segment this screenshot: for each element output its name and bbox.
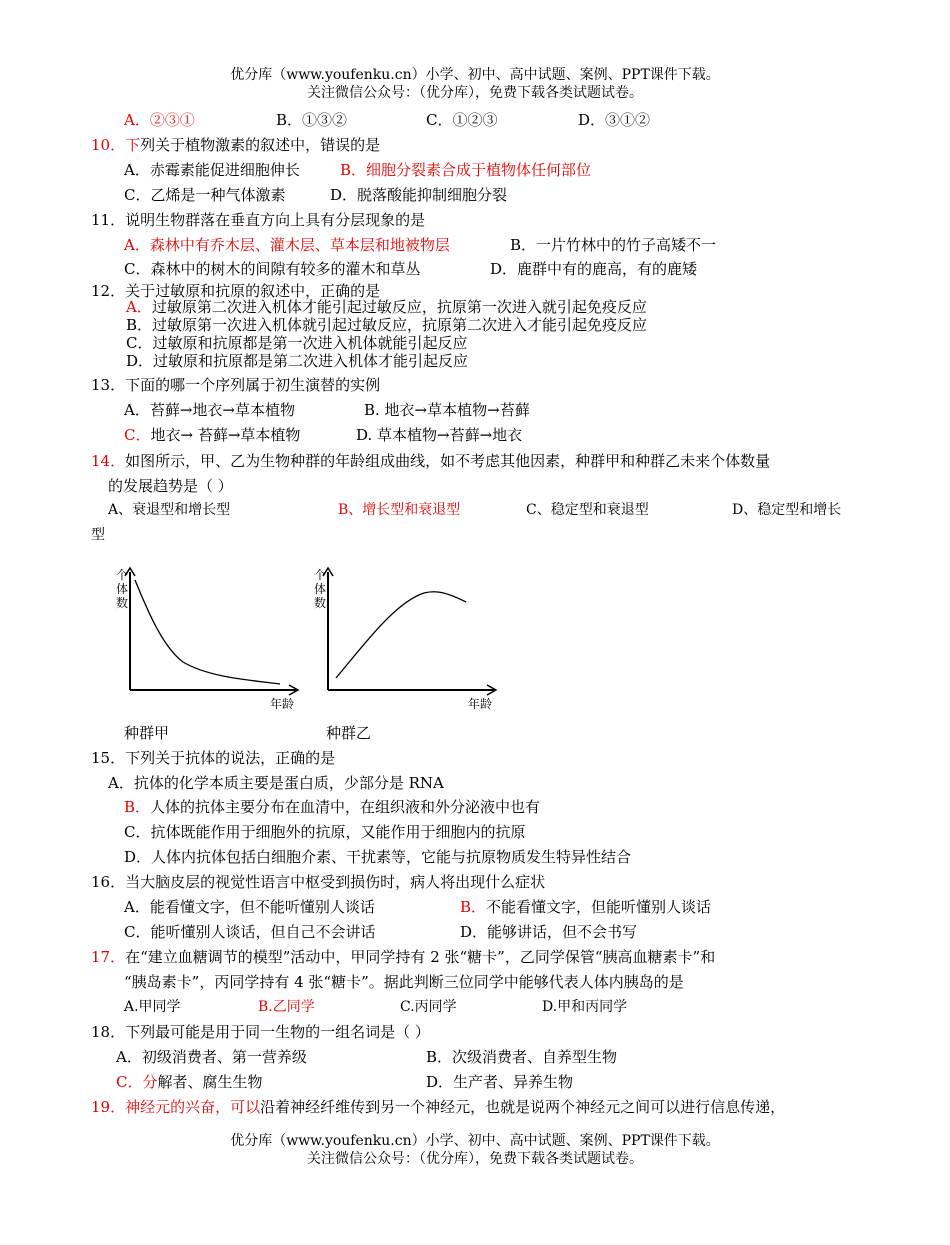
q9-option-d: D．③①② [578, 111, 651, 129]
y-label-char-2: 体 [314, 582, 327, 596]
q19-number: 19． [91, 1098, 126, 1116]
x-label: 年龄 [270, 697, 295, 711]
q15-option-b [124, 797, 540, 817]
q13-stem: 13．下面的哪一个序列属于初生演替的实例 [91, 376, 381, 394]
q11-option-d: D．鹿群中有的鹿高，有的鹿矮 [490, 260, 698, 278]
q18-option-c [116, 1072, 263, 1092]
x-label: 年龄 [468, 697, 493, 711]
y-label-char-3: 数 [314, 596, 327, 610]
q10-option-c: C．乙烯是一种气体激素 [124, 186, 286, 204]
q17-option-a: A.甲同学 [124, 999, 181, 1015]
q13-option-c-text: 地衣→ 苔藓→草本植物 [150, 426, 301, 444]
q15-stem: 15．下列关于抗体的说法，正确的是 [91, 749, 336, 767]
graph-population-yi [306, 562, 506, 720]
q18-option-c-text: 解者、腐生生物 [157, 1073, 263, 1091]
q13-option-b: B. 地衣→草本植物→苔藓 [364, 401, 530, 419]
y-label-char-1: 个 [314, 568, 327, 582]
y-label-char-3: 数 [116, 596, 129, 610]
q17-stem [91, 947, 715, 967]
q17-stem-line2: “胰岛素卡”，丙同学持有 4 张“糖卡”。据此判断三位同学中能够代表人体内胰岛的是 [124, 973, 684, 991]
graph-caption-jia: 种群甲 [124, 724, 170, 742]
q17-option-d: D.甲和丙同学 [542, 999, 628, 1015]
q15-option-c: C．抗体既能作用于细胞外的抗原，又能作用于细胞内的抗原 [124, 823, 526, 841]
q14-option-b: B、增长型和衰退型 [338, 502, 461, 518]
q19-stem-text: 沿着神经纤维传到另一个神经元，也就是说两个神经元之间可以进行信息传递， [260, 1098, 786, 1116]
q16-stem: 16．当大脑皮层的视觉性语言中枢受到损伤时，病人将出现什么症状 [91, 873, 546, 891]
q14-stem-text: 如图所示，甲、乙为生物种群的年龄组成曲线，如不考虑其他因素，种群甲和种群乙未来个体数量 [125, 452, 771, 470]
q17-number: 17． [91, 948, 126, 966]
q17-option-c: C.丙同学 [400, 999, 457, 1015]
q14-stem [91, 451, 770, 471]
q12-option-c: C．过敏原和抗原都是第一次进入机体就能引起反应 [126, 334, 468, 352]
q15-option-d: D．人体内抗体包括白细胞介素、干扰素等，它能与抗原物质发生特异性结合 [124, 848, 632, 866]
q12-option-a-text: 过敏原第二次进入机体才能引起过敏反应，抗原第一次进入就引起免疫反应 [151, 298, 647, 316]
q16-option-b [460, 897, 711, 917]
q11-option-a: A．森林中有乔木层、灌木层、草本层和地被物层 [124, 236, 450, 254]
q15-option-a: A．抗体的化学本质主要是蛋白质，少部分是 RNA [108, 774, 444, 792]
q10-first-char: 下 [125, 136, 141, 154]
q17-option-b: B.乙同学 [258, 999, 315, 1015]
q10-number: 10． [91, 136, 126, 154]
q18-stem: 18．下列最可能是用于同一生物的一组名词是（ ） [91, 1023, 430, 1041]
header-line-2: 关注微信公众号：（优分库），免费下载各类试题试卷。 [307, 85, 643, 101]
q13-option-a: A．苔藓→地衣→草本植物 [124, 401, 295, 419]
declining-curve [135, 580, 280, 684]
q12-option-a [126, 299, 647, 316]
q12-option-a-label: A． [126, 298, 152, 316]
y-label-char-1: 个 [116, 568, 129, 582]
q11-option-b: B．一片竹林中的竹子高矮不一 [510, 236, 717, 254]
q9-option-a: A．②③① [124, 111, 195, 129]
q18-option-a: A．初级消费者、第一营养级 [116, 1048, 307, 1066]
q14-stem-line2: 的发展趋势是（ ） [108, 477, 233, 495]
q10-option-d: D．脱落酸能抑制细胞分裂 [330, 186, 508, 204]
q14-option-c: C、稳定型和衰退型 [526, 502, 649, 518]
q9-option-b: B．①③② [276, 111, 348, 129]
q18-option-c-label: C．分 [116, 1073, 158, 1091]
q16-option-b-text: 不能看懂文字，但能听懂别人谈话 [486, 898, 712, 916]
q10-option-b: B．细胞分裂素合成于植物体任何部位 [340, 161, 592, 179]
q12-option-d: D．过敏原和抗原都是第二次进入机体才能引起反应 [126, 352, 469, 370]
q16-option-c: C．能听懂别人谈话，但自己不会讲话 [124, 923, 376, 941]
q14-option-d-wrap: 型 [91, 527, 105, 543]
q18-option-b: B．次级消费者、自养型生物 [426, 1048, 618, 1066]
footer-line-1: 优分库（www.youfenku.cn）小学、初中、高中试题、案例、PPT课件下载。 [230, 1133, 720, 1149]
q16-option-b-label: B． [460, 898, 487, 916]
q10-stem-text: 列关于植物激素的叙述中，错误的是 [140, 136, 381, 154]
q19-stem [91, 1097, 785, 1117]
q15-option-b-text: 人体的抗体主要分布在血清中，在组织液和外分泌液中也有 [150, 798, 541, 816]
q10-option-a: A．赤霉素能促进细胞伸长 [124, 161, 300, 179]
graph-caption-yi: 种群乙 [326, 724, 372, 742]
q15-option-b-label: B． [124, 798, 151, 816]
q13-option-d: D. 草本植物→苔藓→地衣 [356, 426, 523, 444]
q12-stem: 12．关于过敏原和抗原的叙述中，正确的是 [91, 282, 381, 300]
q10-stem [91, 135, 380, 155]
q16-option-d: D．能够讲话，但不会书写 [460, 923, 638, 941]
q14-option-d: D、稳定型和增长 [732, 502, 842, 518]
q13-option-c [124, 425, 300, 445]
q14-number: 14． [91, 452, 126, 470]
q12-option-b: B．过敏原第一次进入机体就引起过敏反应，抗原第二次进入才能引起免疫反应 [126, 316, 648, 334]
q14-option-a: A、衰退型和增长型 [108, 502, 231, 518]
q16-option-a: A．能看懂文字，但不能听懂别人谈话 [124, 898, 375, 916]
q11-option-c: C．森林中的树木的间隙有较多的灌木和草丛 [124, 260, 421, 278]
q19-red-part: 神经元的兴奋，可以 [125, 1098, 261, 1116]
q18-option-d: D．生产者、异养生物 [426, 1073, 574, 1091]
y-label-char-2: 体 [116, 582, 129, 596]
q9-option-c: C．①②③ [426, 111, 498, 129]
footer-line-2: 关注微信公众号：（优分库），免费下载各类试题试卷。 [307, 1151, 643, 1167]
rise-fall-curve [336, 592, 466, 678]
header-line-1: 优分库（www.youfenku.cn）小学、初中、高中试题、案例、PPT课件下载。 [230, 67, 720, 83]
q17-stem-text: 在“建立血糖调节的模型”活动中，甲同学持有 2 张“糖卡”，乙同学保管“胰高血糖素卡”和 [125, 948, 716, 966]
q11-stem: 11．说明生物群落在垂直方向上具有分层现象的是 [91, 211, 426, 229]
q13-option-c-label: C． [124, 426, 151, 444]
graph-population-jia [108, 562, 308, 720]
